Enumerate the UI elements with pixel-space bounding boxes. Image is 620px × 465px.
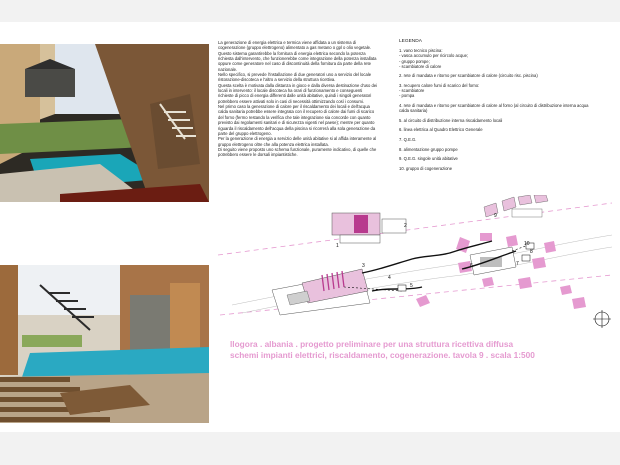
- north-arrow-icon: [593, 310, 611, 328]
- legend-item: [399, 48, 599, 69]
- description-paragraph: Questa scelta è motivata dalla distanza in gioco e dalla diversa destinazione d'uso dei locali in intervento: il locale discoteca ha orari di funzionamento e conseguenti richieste di picco di energia differenti dalle unità abitative, quindi i singoli generatori potrebbero essere attivati solo in casi di necessità ottimizzando così i consumi.: [218, 82, 378, 104]
- plan-label: 10: [524, 241, 530, 247]
- plan-label: 8: [530, 249, 533, 255]
- legend-item: [399, 73, 599, 78]
- title-line-2: schemi impianti elettrici, riscaldamento, cogenerazione. tavola 9 . scala 1:500: [230, 349, 535, 360]
- legend-line: - gruppo pompe;: [399, 58, 430, 64]
- legend-line: - vasca accumulo per ricircolo acque;: [399, 53, 469, 59]
- sheet-title: [230, 339, 620, 360]
- render-deck-loungers: [0, 265, 209, 423]
- legend-line: 3. recupero calore fumi di scarico del forno:: [399, 83, 480, 88]
- plan-label: 5: [410, 283, 413, 289]
- legend-item: [399, 127, 599, 132]
- site-plan-drawing: [212, 195, 620, 335]
- legend-item: [399, 147, 599, 152]
- title-line-1: llogora . albania . progetto preliminare per una struttura ricettiva diffusa: [230, 339, 514, 349]
- legend-line: - scambiatore di calore: [399, 63, 442, 69]
- legend-line: 1. vano tecnico piscina:: [399, 48, 443, 54]
- description-paragraph: Nel primo caso la generazione di calore per il riscaldamento dei locali e dell'acqua calda sanitaria potrebbe essere integrata con il recupero di calore dai fumi di scarico del forno (fermo restando la verifica che tale integrazione sia concorde con quanto previsto dai regolamenti sanitari e di sicurezza vigenti nel paese); mentre per quanto riguarda il riscaldamento dell'acqua della piscina si ricorrerà alla sola generazione da parte del gruppo elettrogeno.: [218, 104, 376, 136]
- plan-label: 9: [494, 213, 497, 219]
- plan-label: 6: [470, 263, 473, 269]
- legend-item: [399, 137, 599, 142]
- legend-line: 5. al circuito di distribuzione interna riscaldamento locali: [399, 117, 503, 123]
- legend-line: 4. rete di mandata e ritorno per scambiatore di calore al forno (al circuito di distribuzione interna acqua calda sanitaria): [399, 103, 589, 114]
- description-paragraph: La generazione di energia elettrica e termica viene affidata a un sistema di cogenerazione (gruppo elettrogeno) alimentato a gas metano o gpl o olio vegetale.: [218, 40, 372, 51]
- legend-line: 6. linea elettrica al Quadro Elettrico Generale: [399, 127, 483, 133]
- description-paragraph: Questo sistema garantirebbe la fornitura di energia elettrica secondo la potenza richiesta dall'intervento, che funzionerebbe come integrazione della potenza installata oppure come generatore nel caso di discontinuità della fornitura da parte della rete nazionale.: [218, 50, 377, 72]
- description-paragraph: Per la generazione di energia a servizio delle unità abitative si al affida interamente al gruppo elettrogeno oltre che alla potenza elettrica installata.: [218, 136, 377, 147]
- plan-label: 4: [388, 275, 391, 281]
- bottom-margin-strip: [0, 432, 620, 465]
- plan-label: 3: [362, 263, 365, 269]
- legend-item: [399, 156, 599, 161]
- legend-line: 9. Q.E.G. singole unità abitative: [399, 156, 458, 162]
- plan-label: 1: [336, 243, 339, 249]
- legend-line: 2. rete di mandata e ritorno per scambiatore di calore (circuito risc. piscina): [399, 73, 538, 79]
- legend-item: [399, 166, 599, 171]
- legend-item: [399, 118, 599, 123]
- render-pool-staircase: [0, 44, 209, 202]
- legend-line: - pompa: [399, 93, 415, 99]
- top-margin-strip: [0, 0, 620, 22]
- plan-label: 2: [404, 223, 407, 229]
- render-image-top: [0, 44, 209, 202]
- legend: [399, 39, 599, 211]
- legend-item: [399, 83, 599, 99]
- description-paragraph: Nello specifico, si prevede l'installazione di due generatori uno a servizio del locale ristorazione-discoteca e l'altro a servizio della struttura ricettiva.: [218, 72, 372, 83]
- legend-line: 10. gruppo di cogenerazione: [399, 165, 453, 171]
- legend-line: 7. Q.E.G.: [399, 136, 417, 142]
- legend-title: LEGENDA: [399, 39, 422, 44]
- render-image-bottom: [0, 265, 209, 423]
- legend-item: [399, 103, 599, 113]
- description-paragraph: Di seguito viene proposto uno schema funzionale, puramente indicativo, di quelle che potrebbero essere le dorsali impiantistiche.: [218, 146, 377, 158]
- description-text: [218, 40, 378, 210]
- plan-label: 7: [516, 261, 519, 267]
- legend-line: - scambiatore: [399, 88, 425, 94]
- legend-line: 8. alimentazione gruppo pompe: [399, 146, 458, 152]
